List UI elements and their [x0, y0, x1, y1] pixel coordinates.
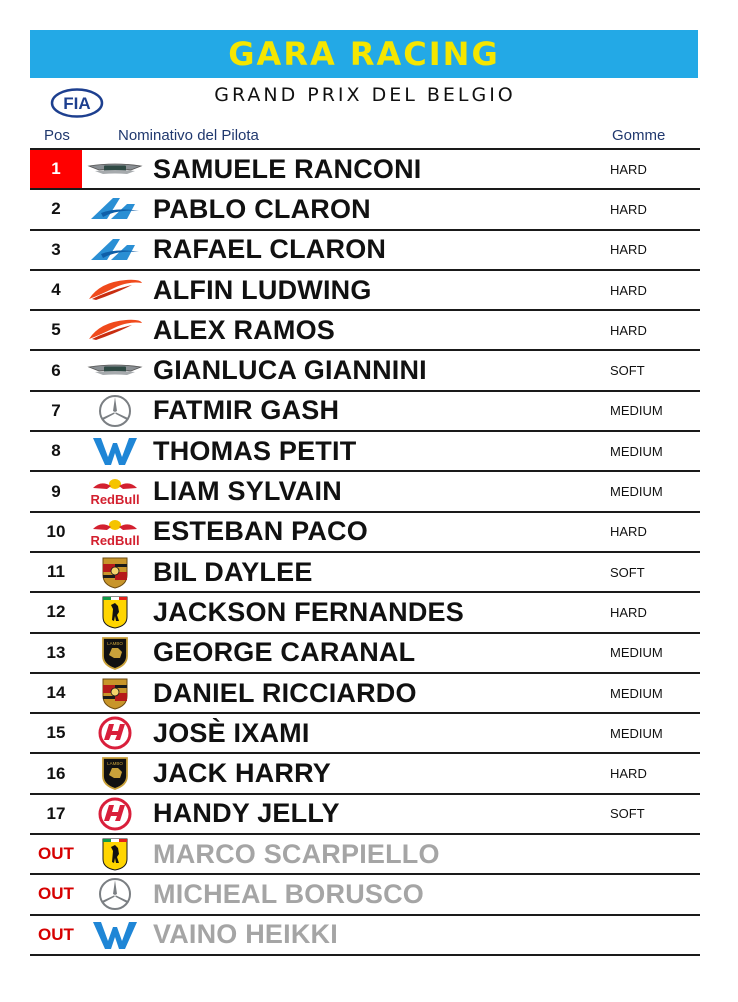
title-banner [30, 30, 698, 78]
williams-logo-icon [86, 435, 144, 467]
porsche-logo-icon [86, 677, 144, 709]
table-row [30, 309, 700, 349]
tyre-compound: MEDIUM [610, 645, 663, 661]
porsche-logo-icon [86, 556, 144, 588]
row-position: OUT [38, 924, 74, 944]
col-header-driver: Nominativo del Pilota [118, 127, 259, 144]
driver-name: ALEX RAMOS [153, 314, 336, 345]
row-position: 2 [51, 199, 61, 219]
driver-name: SAMUELE RANCONI [153, 153, 422, 184]
table-row [30, 188, 700, 228]
table-row [30, 148, 700, 188]
table-row [30, 833, 700, 873]
tyre-compound: MEDIUM [610, 443, 663, 459]
fia-logo [50, 88, 104, 118]
driver-name: JOSÈ IXAMI [153, 717, 310, 748]
tyre-compound: MEDIUM [610, 403, 663, 419]
svg-text:LAMBO: LAMBO [107, 640, 123, 646]
tyre-compound: SOFT [610, 363, 645, 379]
row-position: 17 [46, 803, 66, 823]
col-header-pos: Pos [44, 127, 70, 144]
redbull-logo-icon [86, 516, 144, 548]
row-position: 6 [51, 360, 61, 380]
driver-name: GEORGE CARANAL [153, 637, 416, 668]
driver-name: VAINO HEIKKI [153, 919, 338, 950]
mercedes-logo-icon [86, 878, 144, 910]
tyre-compound: HARD [610, 766, 647, 782]
table-row [30, 873, 700, 913]
row-position: OUT [38, 884, 74, 904]
tyre-compound: HARD [610, 201, 647, 217]
tyre-compound: HARD [610, 322, 647, 338]
driver-name: ALFIN LUDWING [153, 274, 372, 305]
tyre-compound: HARD [610, 524, 647, 540]
alpine-logo-icon [86, 234, 144, 266]
table-row [30, 793, 700, 833]
row-position: 16 [46, 763, 66, 783]
ferrari-logo-icon [86, 596, 144, 628]
aston-martin-logo-icon [86, 153, 144, 185]
driver-name: ESTEBAN PACO [153, 516, 368, 547]
col-header-tyres: Gomme [612, 127, 666, 144]
row-position: 3 [51, 239, 61, 259]
table-row [30, 632, 700, 672]
tyre-compound: HARD [610, 282, 647, 298]
haas-logo-icon [86, 798, 144, 830]
page-title: GARA RACING [228, 35, 500, 73]
driver-name: PABLO CLARON [153, 193, 371, 224]
driver-name: FATMIR GASH [153, 395, 340, 426]
ferrari-logo-icon [86, 838, 144, 870]
tyre-compound: MEDIUM [610, 685, 663, 701]
row-position: 4 [51, 280, 61, 300]
row-position: 5 [51, 320, 61, 340]
tyre-compound: HARD [610, 161, 647, 177]
table-row [30, 349, 700, 389]
table-row [30, 551, 700, 591]
row-position: 14 [46, 683, 66, 702]
lamborghini-logo-icon [86, 757, 144, 789]
mclaren-logo-icon [86, 274, 144, 306]
row-position: OUT [38, 844, 74, 864]
table-row [30, 672, 700, 712]
table-row [30, 511, 700, 551]
table-row [30, 752, 700, 792]
driver-name: DANIEL RICCIARDO [153, 677, 417, 708]
row-position: 15 [46, 723, 66, 743]
table-row [30, 430, 700, 470]
mercedes-logo-icon [86, 395, 144, 427]
table-row [30, 470, 700, 510]
tyre-compound: SOFT [610, 564, 645, 580]
driver-name: MARCO SCARPIELLO [153, 838, 440, 869]
driver-name: HANDY JELLY [153, 798, 340, 829]
tyre-compound: MEDIUM [610, 725, 663, 741]
svg-text:LAMBO: LAMBO [107, 761, 123, 767]
driver-name: BIL DAYLEE [153, 556, 313, 587]
row-position: 7 [51, 400, 61, 420]
aston-martin-logo-icon [86, 354, 144, 386]
row-position: 12 [46, 602, 66, 622]
race-subtitle: GRAND PRIX DEL BELGIO [214, 84, 516, 106]
tyre-compound: HARD [610, 242, 647, 258]
driver-name: MICHEAL BORUSCO [153, 878, 425, 909]
row-position: 1 [30, 150, 82, 188]
svg-text:RedBull: RedBull [90, 492, 140, 507]
svg-text:RedBull: RedBull [90, 532, 140, 547]
table-row [30, 229, 700, 269]
results-table [30, 148, 700, 956]
mclaren-logo-icon [86, 314, 144, 346]
driver-name: GIANLUCA GIANNINI [153, 355, 427, 386]
table-row [30, 712, 700, 752]
table-row [30, 914, 700, 956]
tyre-compound: SOFT [610, 806, 645, 822]
driver-name: JACK HARRY [153, 758, 332, 789]
table-row [30, 390, 700, 430]
driver-name: THOMAS PETIT [153, 435, 357, 466]
alpine-logo-icon [86, 193, 144, 225]
row-position: 11 [47, 562, 65, 582]
haas-logo-icon [86, 717, 144, 749]
row-position: 9 [51, 481, 61, 501]
row-position: 13 [46, 642, 66, 662]
williams-logo-icon [86, 919, 144, 951]
row-position: 10 [46, 521, 66, 541]
tyre-compound: HARD [610, 604, 647, 620]
driver-name: LIAM SYLVAIN [153, 476, 342, 507]
table-row [30, 269, 700, 309]
table-row [30, 591, 700, 631]
tyre-compound: MEDIUM [610, 484, 663, 500]
driver-name: JACKSON FERNANDES [153, 596, 464, 627]
driver-name: RAFAEL CLARON [153, 234, 387, 265]
lamborghini-logo-icon [86, 637, 144, 669]
row-position: 8 [51, 441, 61, 461]
redbull-logo-icon [86, 475, 144, 507]
fia-logo-text: FIA [63, 94, 91, 113]
